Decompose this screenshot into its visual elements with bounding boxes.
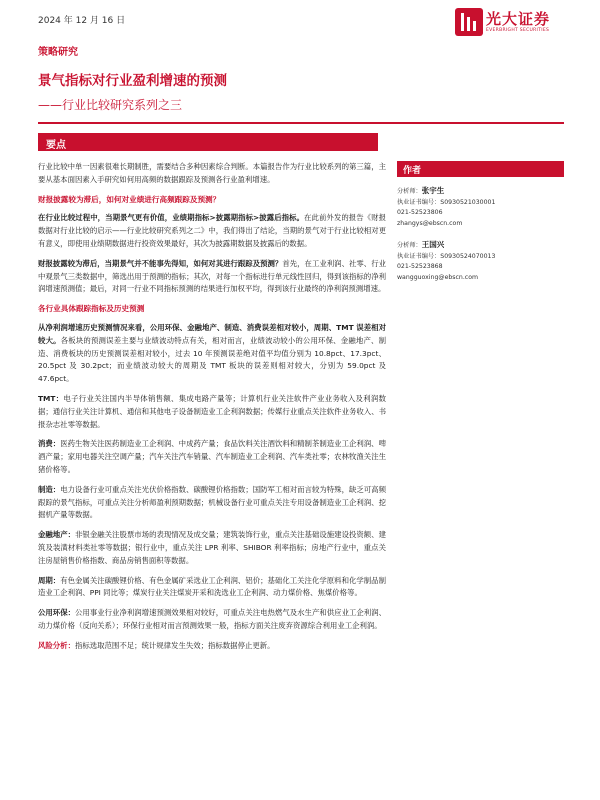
logo-text-cn: 光大证券	[486, 10, 551, 28]
summary-label: 要点	[46, 140, 66, 151]
summary-content	[38, 161, 386, 660]
intro-paragraph: 行业比较中单一因素很难长期制胜，需要结合多种因素综合判断。本篇报告作为行业比较系列的第三篇，主要从基本面因素入手研究如何用高频的数据跟踪及预测各行业盈利增速。	[38, 162, 386, 184]
author-email[interactable]: zhangys@ebscn.com	[397, 219, 463, 227]
paragraph-2: 财报披露较为滞后，当期景气并不能事先得知，如何对其进行跟踪及预测？首先，在工业利润、社零、行业中观景气三类数据中，筛选出用于预测的指标；其次，对每一个指标进行单元线性回归，得到该指标的净利润增速预测值；最后，对同一行业不同指标预测的结果进行加权平均，得到该行业最终的净利润预测增速。	[38, 258, 386, 294]
company-logo	[455, 6, 565, 40]
author-email[interactable]: wangguoxing@ebscn.com	[397, 273, 479, 281]
author-cert: 执业证书编号：S0930524070013	[397, 252, 496, 260]
report-category: 策略研究	[38, 47, 78, 58]
author-header	[397, 161, 564, 177]
author-phone: 021-52523868	[397, 263, 443, 270]
author-role: 分析师：	[397, 242, 422, 249]
report-title: 景气指标对行业盈利增速的预测	[38, 73, 227, 89]
paragraph-finance-realestate: 金融地产：非银金融关注股票市场的表现情况及成交量；建筑装饰行业，重点关注基础设施建设投资额、建筑及装潢材料类社零等数据；银行业中，重点关注 LPR 利率、SHIBOR 利率指标；房地产行业中，重点关注房屋销售价格指数、商品房销售面积等数据。	[38, 530, 386, 565]
everbright-logo-icon	[455, 8, 483, 36]
logo-text-en: EVERBRIGHT SECURITIES	[486, 28, 550, 33]
author-block-1	[397, 186, 564, 229]
author-name: 王国兴	[421, 240, 445, 249]
paragraph-cyclical: 周期：有色金属关注碳酸锂价格、有色金属矿采选业工企利润、铝价；基础化工关注化学原料和化学制品制造业工企利润、PPI 同比等；煤炭行业关注煤炭开采和洗选业工企利润、动力煤价格、焦煤价格等。	[38, 575, 386, 598]
paragraph-tmt: TMT：电子行业关注国内半导体销售额、集成电路产量等；计算机行业关注软件产业业务收入及利润数据；通信行业关注计算机、通信和其他电子设备制造业工企利润数据；传媒行业重点关注软件业务收入、书报杂志社零等数据。	[38, 393, 386, 429]
paragraph-utilities: 公用环保：公用事业行业净利润增速预测效果相对较好，可重点关注电热燃气及水生产和供应业工企利润、动力煤价格（反向关系）；环保行业相对而言预测效果一般，指标方面关注废弃资源综合利用业工企利润。	[38, 608, 386, 630]
author-label: 作者	[403, 166, 422, 176]
section-heading-1: 财报披露较为滞后，如何对业绩进行高频跟踪及预测？	[38, 194, 221, 204]
paragraph-3: 从净利润增速历史预测情况来看，公用环保、金融地产、制造、消费误差相对较小，周期、TMT 误差相对较大。各板块的预测误差主要与业绩波动特点有关，相对而言，业绩波动较小的公用环保、金融地产、制造、消费板块的历史预测误差相对较小，过去 10 年预测误差绝对值平均值分别为 10.8pct、17.3pct、20.5pct 及 30.2pct；而业绩波动较大的周期及 TMT 板块的误差则相对较大，分别为 59.0pct 及 47.6pct。	[38, 322, 386, 384]
author-cert: 执业证书编号：S0930521030001	[397, 198, 496, 206]
author-name: 张宇生	[421, 186, 445, 195]
section-heading-2: 各行业具体跟踪指标及历史预测	[38, 304, 145, 314]
report-date: 2024 年 12 月 16 日	[38, 16, 126, 26]
author-role: 分析师：	[397, 188, 422, 195]
author-block-2	[397, 240, 564, 283]
title-divider	[38, 122, 564, 124]
paragraph-risk: 风险分析：指标选取范围不足；统计规律发生失效；指标数据停止更新。	[38, 640, 275, 650]
paragraph-consume: 消费：医药生物关注医药制造业工企利润、中成药产量；食品饮料关注酒饮料和精制茶制造业工企利润、啤酒产量；家用电器关注空调产量；汽车关注汽车销量、汽车制造业工企利润、汽车类社零；农林牧渔关注生猪价格等。	[38, 439, 386, 474]
summary-header	[38, 133, 378, 151]
paragraph-1: 在行业比较过程中，当期景气更有价值，业绩期指标>披露期指标>披露后指标。在此前外发的报告《财报数据对行业比较的启示——行业比较研究系列之二》中，我们得出了结论，当期的景气对于行业比较相对更有意义，即使用业绩期数据进行投资效果最好，其次为披露期数据及披露后的数据。	[38, 213, 386, 248]
author-phone: 021-52523806	[397, 209, 443, 216]
report-subtitle: ——行业比较研究系列之三	[38, 98, 183, 112]
paragraph-manufacturing: 制造：电力设备行业可重点关注光伏价格指数、碳酸锂价格指数；国防军工相对而言较为特殊，缺乏可高频跟踪的景气指标，可重点关注分析师盈利预期数据；机械设备行业可重点关注专用设备制造业工企利润、挖掘机产量等数据。	[38, 484, 386, 520]
